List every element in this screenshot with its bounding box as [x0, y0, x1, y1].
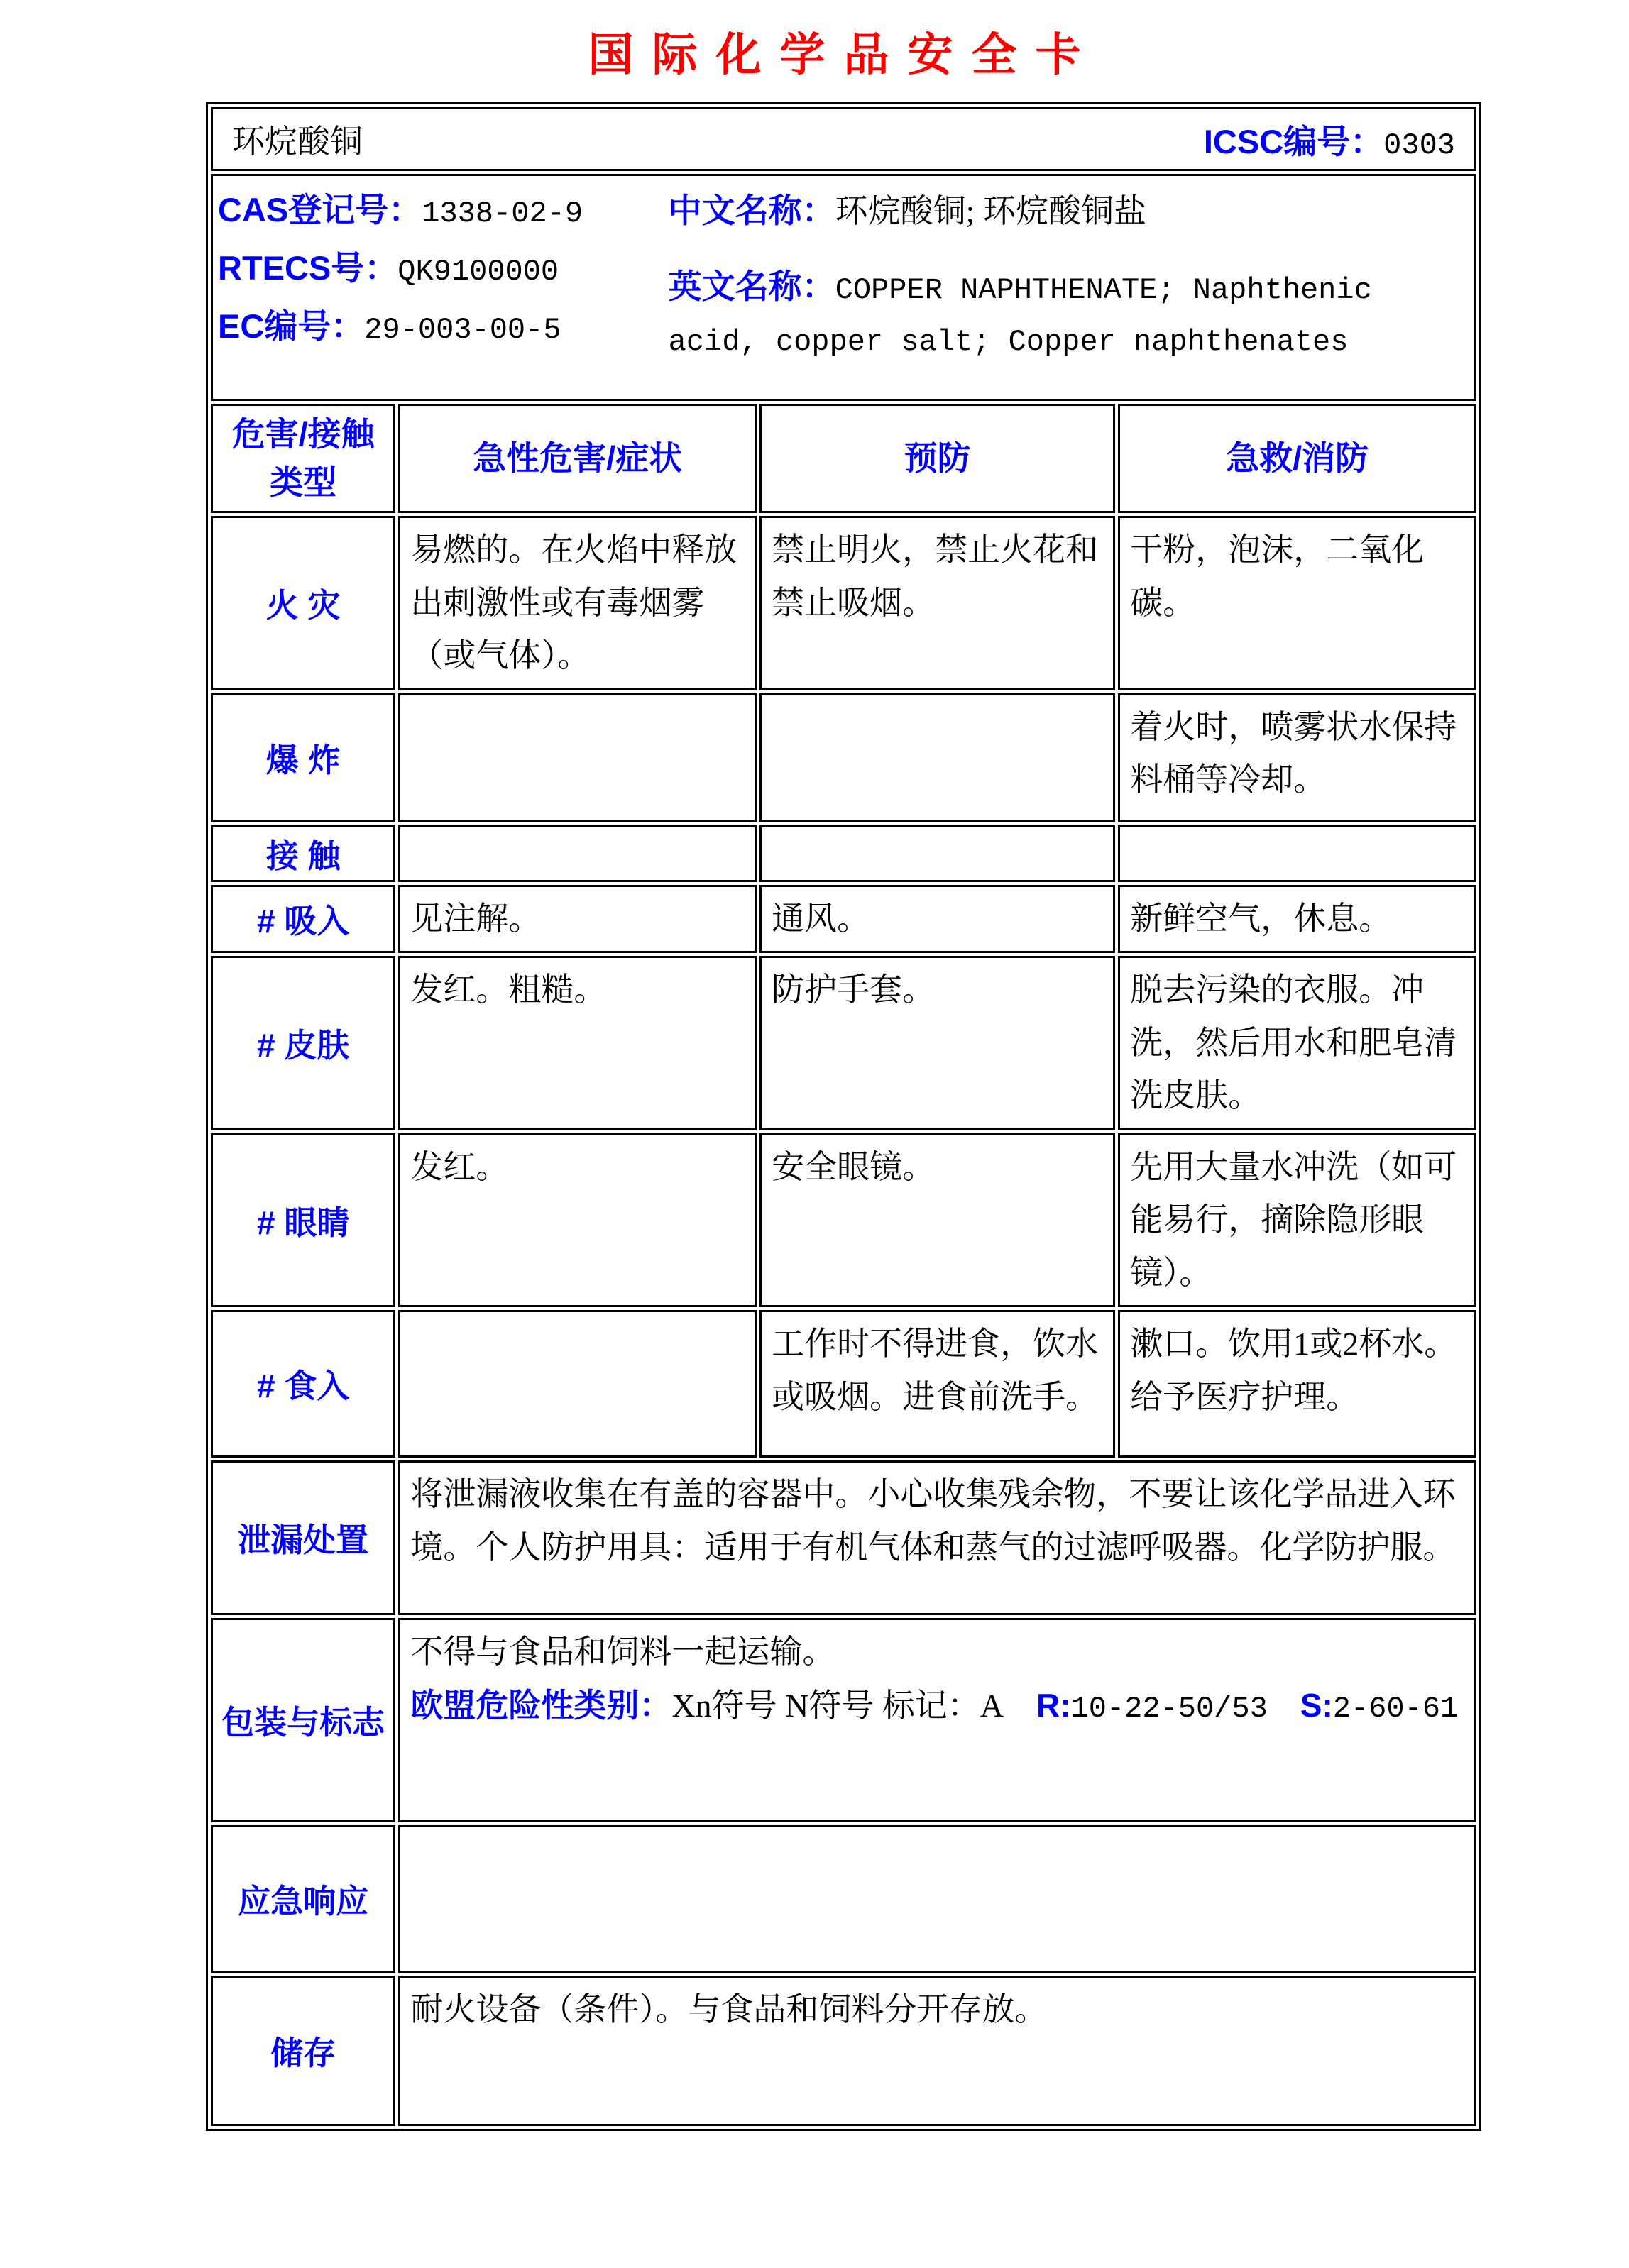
r-phrases-value: 10-22-50/53 [1070, 1691, 1268, 1726]
substance-header-layout [214, 116, 1474, 163]
row-label-storage: 储存 [211, 1976, 395, 2126]
table-row-emergency [211, 1825, 1476, 1973]
table-row-exposure [211, 825, 1476, 882]
rtecs-number-label: RTECS号： [218, 249, 398, 287]
table-row-ingestion [211, 1310, 1476, 1458]
table-row-storage [211, 1976, 1476, 2126]
eyes-prevention: 安全眼镜。 [759, 1133, 1115, 1308]
chinese-name-label: 中文名称： [668, 192, 835, 229]
page-title: 国际化学品安全卡 [588, 28, 1099, 82]
icsc-number-label: ICSC编号： [1203, 122, 1384, 160]
explosion-symptoms [398, 693, 757, 822]
ec-number-line [218, 302, 669, 360]
header-prevention: 预防 [759, 404, 1115, 513]
chemical-names-block [669, 185, 1469, 390]
eu-class-value: Xn符号 N符号 标记：A [671, 1687, 1004, 1724]
identifiers-cell [211, 174, 1476, 401]
emergency-content [398, 1825, 1476, 1973]
explosion-prevention [759, 693, 1115, 822]
icsc-number-group [1204, 116, 1455, 163]
table-row-skin [211, 956, 1476, 1130]
inhalation-first-aid: 新鲜空气，休息。 [1118, 885, 1476, 954]
hazard-header-row [211, 404, 1476, 513]
fire-symptoms: 易燃的。在火焰中释放出刺激性或有毒烟雾（或气体）。 [398, 516, 757, 690]
fire-prevention: 禁止明火，禁止火花和禁止吸烟。 [759, 516, 1115, 690]
r-phrases-label: R: [1036, 1686, 1071, 1724]
s-phrases-value: 2-60-61 [1332, 1691, 1459, 1726]
row-label-inhalation: # 吸入 [211, 885, 395, 954]
s-phrases-label: S: [1300, 1686, 1333, 1724]
row-label-explosion: 爆 炸 [211, 693, 395, 822]
exposure-first-aid [1118, 825, 1476, 882]
row-label-emergency: 应急响应 [211, 1825, 395, 1973]
identifiers-row [211, 174, 1476, 401]
cas-number-value: 1338-02-9 [422, 197, 583, 231]
row-label-eyes: # 眼睛 [211, 1133, 395, 1308]
table-row-inhalation [211, 885, 1476, 954]
skin-first-aid: 脱去污染的衣服。冲洗，然后用水和肥皂清洗皮肤。 [1118, 956, 1476, 1130]
table-row-spillage [211, 1460, 1476, 1615]
header-first-aid: 急救/消防 [1118, 404, 1476, 513]
substance-header-row [211, 107, 1476, 171]
spillage-content: 将泄漏液收集在有盖的容器中。小心收集残余物，不要让该化学品进入环境。个人防护用具：适用于有机气体和蒸气的过滤呼吸器。化学防护服。 [398, 1460, 1476, 1615]
rtecs-number-value: QK9100000 [397, 255, 559, 289]
table-row-packaging [211, 1618, 1476, 1822]
chinese-name-line [669, 185, 1427, 237]
inhalation-symptoms: 见注解。 [398, 885, 757, 954]
row-label-packaging: 包装与标志 [211, 1618, 395, 1822]
chinese-name-value: 环烷酸铜; 环烷酸铜盐 [835, 193, 1146, 229]
ingestion-first-aid: 漱口。饮用1或2杯水。给予医疗护理。 [1118, 1310, 1476, 1458]
inhalation-prevention: 通风。 [759, 885, 1115, 954]
icsc-number-value: 0303 [1383, 128, 1455, 163]
header-hazard-type: 危害/接触类型 [211, 404, 395, 513]
packaging-eu-classification [410, 1679, 1464, 1733]
skin-prevention: 防护手套。 [759, 956, 1115, 1130]
icsc-page [206, 0, 1481, 2131]
fire-first-aid: 干粉，泡沫，二氧化碳。 [1118, 516, 1476, 690]
ec-number-label: EC编号： [218, 307, 365, 345]
identifiers-layout [214, 177, 1474, 398]
header-acute-symptoms: 急性危害/症状 [398, 404, 757, 513]
row-label-ingestion: # 食入 [211, 1310, 395, 1458]
skin-symptoms: 发红。粗糙。 [398, 956, 757, 1130]
rtecs-number-line [218, 243, 669, 302]
row-label-exposure: 接 触 [211, 825, 395, 882]
ingestion-symptoms [398, 1310, 757, 1458]
substance-header-cell [211, 107, 1476, 171]
ec-number-value: 29-003-00-5 [364, 313, 561, 347]
packaging-content [398, 1618, 1476, 1822]
eu-class-label: 欧盟危险性类别： [410, 1686, 672, 1724]
english-name-label: 英文名称： [668, 267, 835, 305]
row-label-spillage: 泄漏处置 [211, 1460, 395, 1615]
cas-number-line [218, 185, 669, 243]
english-name-line [669, 261, 1427, 365]
eyes-symptoms: 发红。 [398, 1133, 757, 1308]
table-row-eyes [211, 1133, 1476, 1308]
eyes-first-aid: 先用大量水冲洗（如可能易行，摘除隐形眼镜）。 [1118, 1133, 1476, 1308]
exposure-prevention [759, 825, 1115, 882]
packaging-transport-note: 不得与食品和饲料一起运输。 [410, 1634, 835, 1670]
cas-number-label: CAS登记号： [218, 191, 422, 229]
exposure-symptoms [398, 825, 757, 882]
icsc-card-table [206, 102, 1481, 2131]
row-label-fire: 火 灾 [211, 516, 395, 690]
table-row-explosion [211, 693, 1476, 822]
ingestion-prevention: 工作时不得进食，饮水或吸烟。进食前洗手。 [759, 1310, 1115, 1458]
substance-name: 环烷酸铜 [232, 123, 363, 160]
storage-content: 耐火设备（条件）。与食品和饲料分开存放。 [398, 1976, 1476, 2126]
explosion-first-aid: 着火时，喷雾状水保持料桶等冷却。 [1118, 693, 1476, 822]
registry-numbers-block [218, 185, 669, 360]
english-name-value: COPPER NAPHTHENATE; Naphthenic acid, copper salt; Copper naphthenates [668, 273, 1372, 359]
table-row-fire [211, 516, 1476, 690]
row-label-skin: # 皮肤 [211, 956, 395, 1130]
